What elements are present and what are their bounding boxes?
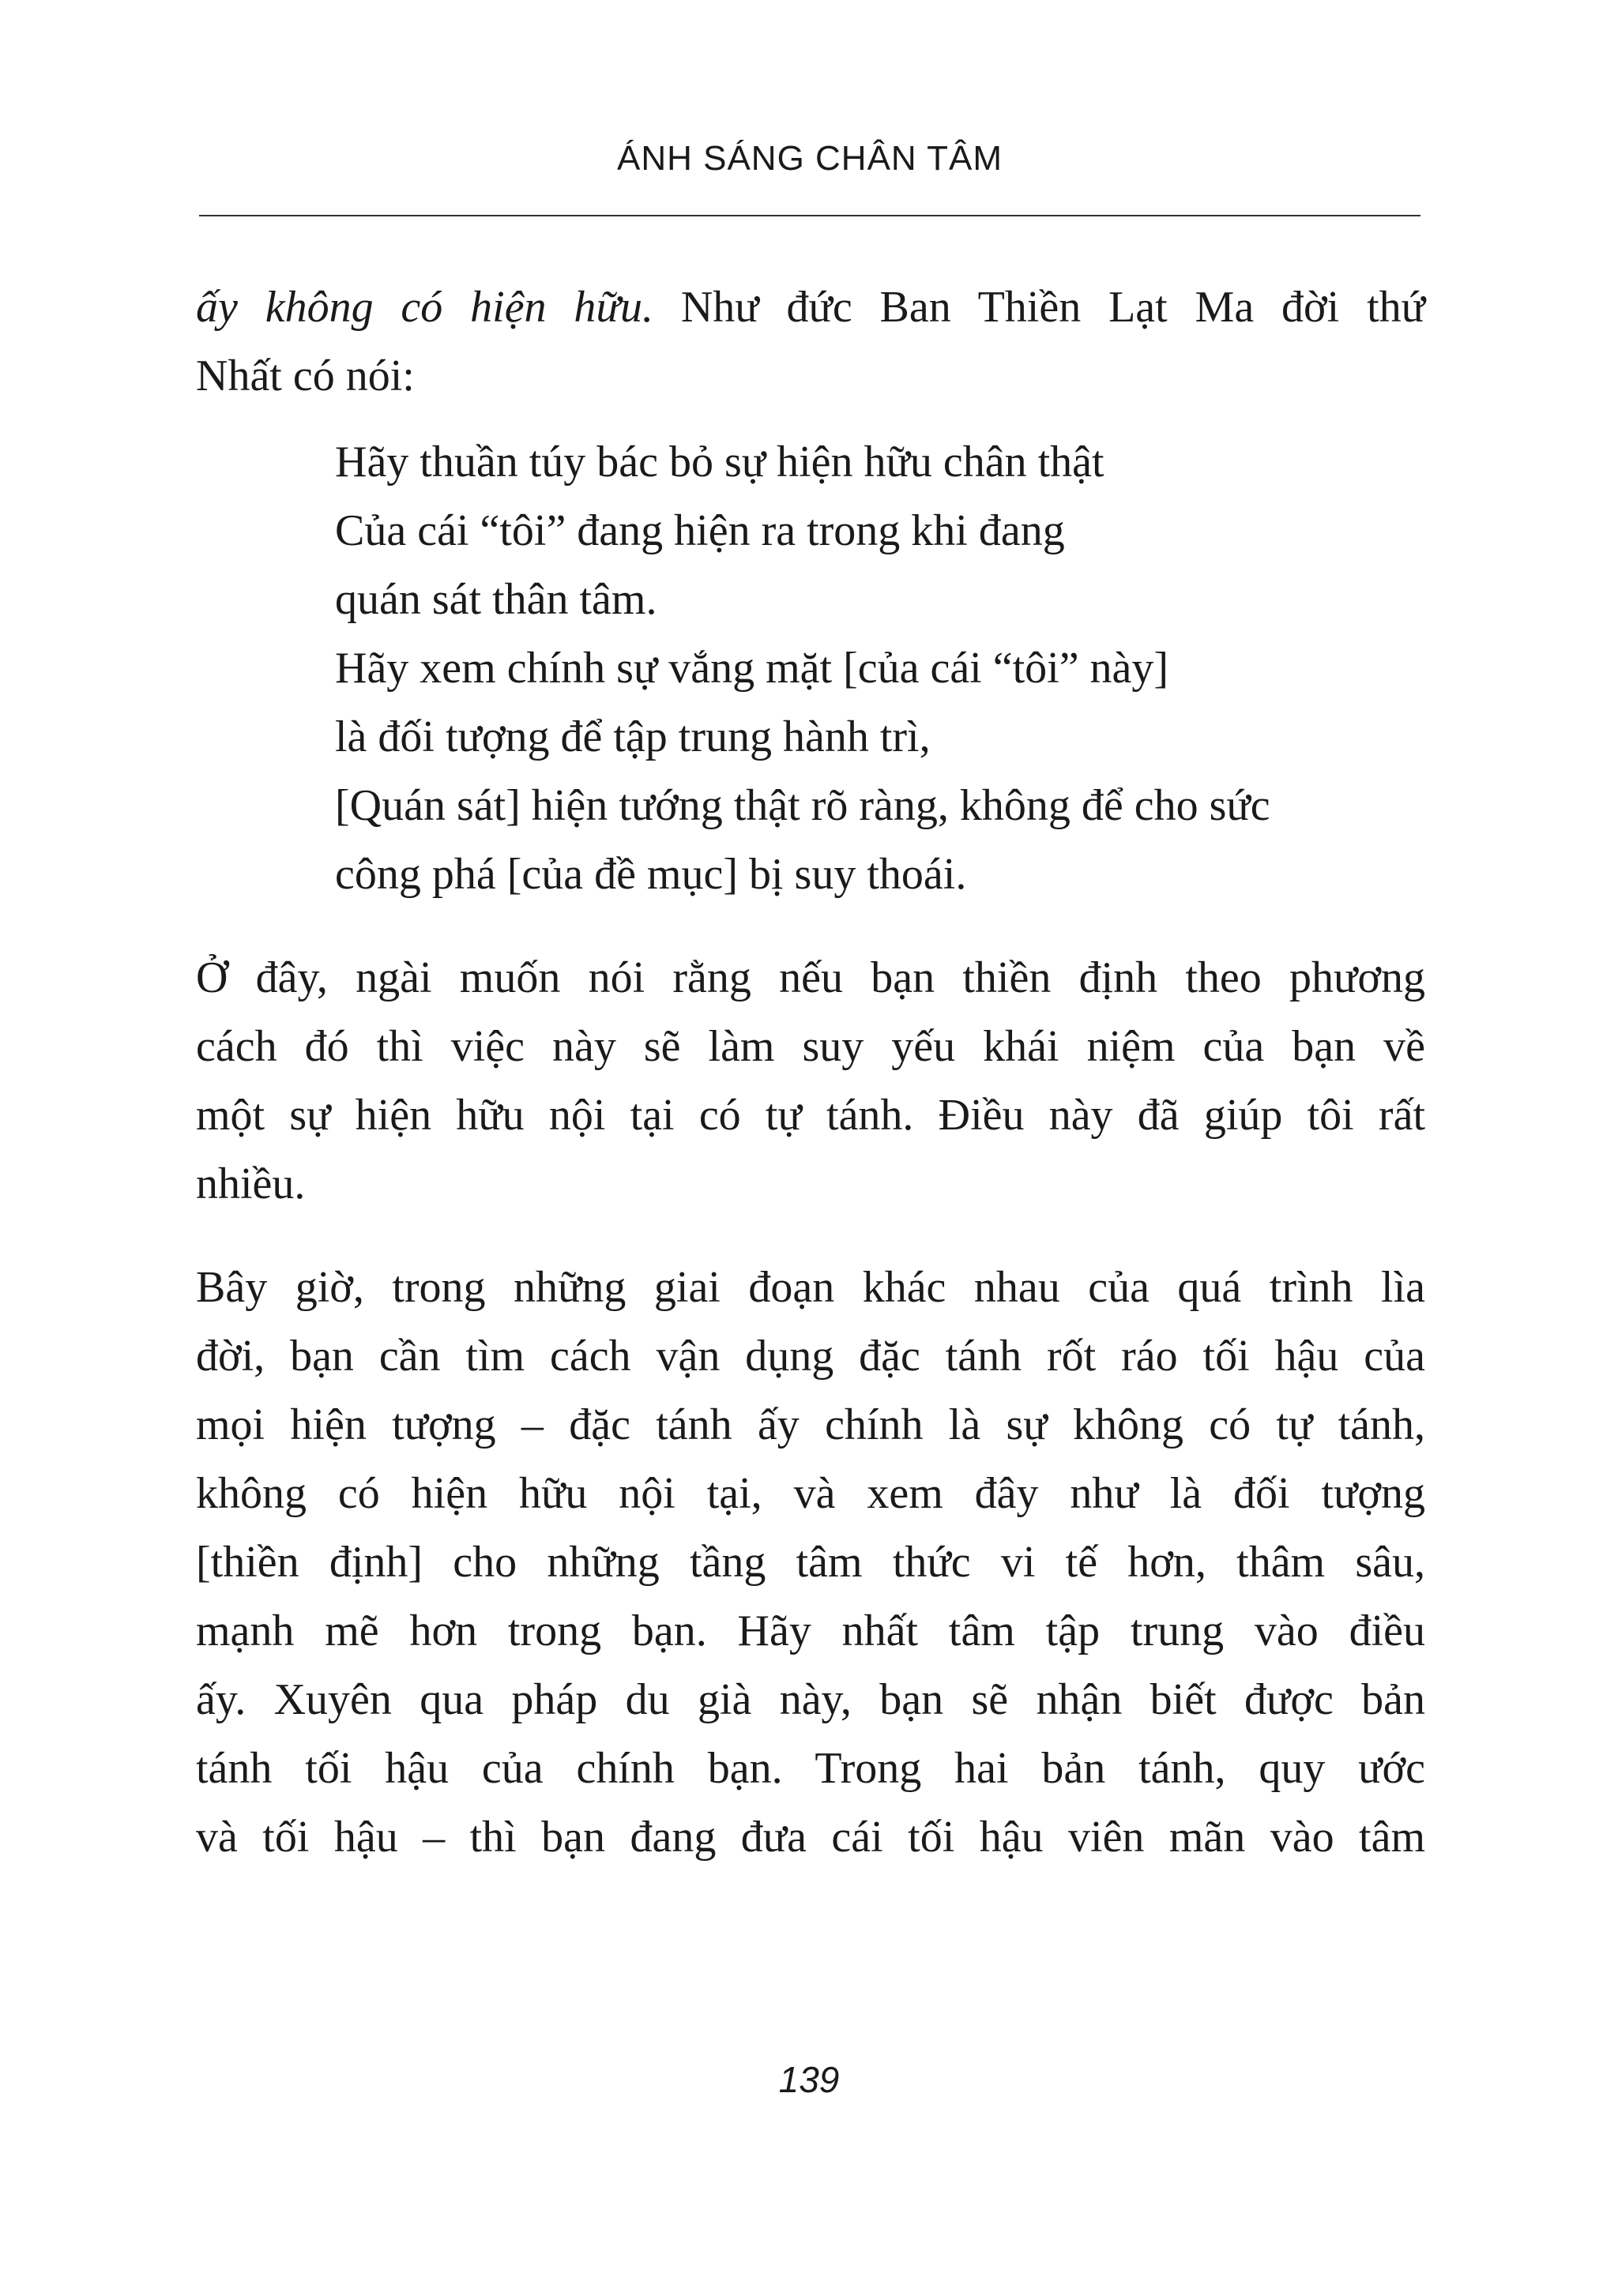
paragraph-line: [thiền định] cho những tầng tâm thức vi tế hơn, thâm sâu,: [196, 1538, 1425, 1587]
spacer: [196, 1219, 1425, 1253]
header-divider: [199, 215, 1420, 216]
body-text: [196, 273, 1425, 1872]
paragraph-2: [196, 1253, 1425, 1872]
spacer: [196, 909, 1425, 944]
verse-line: là đối tượng để tập trung hành trì,: [335, 712, 931, 761]
paragraph-1: [196, 944, 1425, 1219]
paragraph-line: ấy. Xuyên qua pháp du già này, bạn sẽ nhận biết được bản: [196, 1675, 1425, 1724]
intro-line-rest: Như đức Ban Thiền Lạt Ma đời thứ: [653, 283, 1426, 332]
paragraph-line: mọi hiện tượng – đặc tánh ấy chính là sự không có tự tánh,: [196, 1400, 1425, 1449]
spacer: [196, 411, 1425, 422]
verse-line: công phá [của đề mục] bị suy thoái.: [335, 850, 967, 899]
verse-quote: [335, 428, 1425, 909]
intro-line: Nhất có nói:: [196, 351, 415, 400]
paragraph-line: một sự hiện hữu nội tại có tự tánh. Điều này đã giúp tôi rất: [196, 1091, 1425, 1140]
paragraph-line: nhiều.: [196, 1159, 306, 1208]
paragraph-line: và tối hậu – thì bạn đang đưa cái tối hậu viên mãn vào tâm: [196, 1813, 1425, 1862]
paragraph-line: tánh tối hậu của chính bạn. Trong hai bản tánh, quy ước: [196, 1744, 1425, 1793]
verse-line: Hãy thuần túy bác bỏ sự hiện hữu chân thật: [335, 438, 1104, 487]
paragraph-line: cách đó thì việc này sẽ làm suy yếu khái niệm của bạn về: [196, 1022, 1425, 1071]
verse-line: [Quán sát] hiện tướng thật rõ ràng, không để cho sức: [335, 781, 1270, 830]
paragraph-line: Ở đây, ngài muốn nói rằng nếu bạn thiền định theo phương: [196, 953, 1425, 1002]
paragraph-line: Bây giờ, trong những giai đoạn khác nhau của quá trình lìa: [196, 1263, 1425, 1312]
paragraph-line: đời, bạn cần tìm cách vận dụng đặc tánh rốt ráo tối hậu của: [196, 1332, 1425, 1381]
page-number: 139: [778, 2059, 840, 2100]
verse-line: quán sát thân tâm.: [335, 575, 657, 624]
verse-line: Hãy xem chính sự vắng mặt [của cái “tôi” này]: [335, 644, 1169, 693]
paragraph-line: không có hiện hữu nội tại, và xem đây như là đối tượng: [196, 1469, 1425, 1518]
running-header: ÁNH SÁNG CHÂN TÂM: [616, 139, 1003, 178]
paragraph-line: mạnh mẽ hơn trong bạn. Hãy nhất tâm tập trung vào điều: [196, 1606, 1425, 1655]
intro-italic: ấy không có hiện hữu.: [196, 283, 653, 332]
intro-line: [196, 273, 1425, 342]
verse-line: Của cái “tôi” đang hiện ra trong khi đang: [335, 506, 1065, 555]
